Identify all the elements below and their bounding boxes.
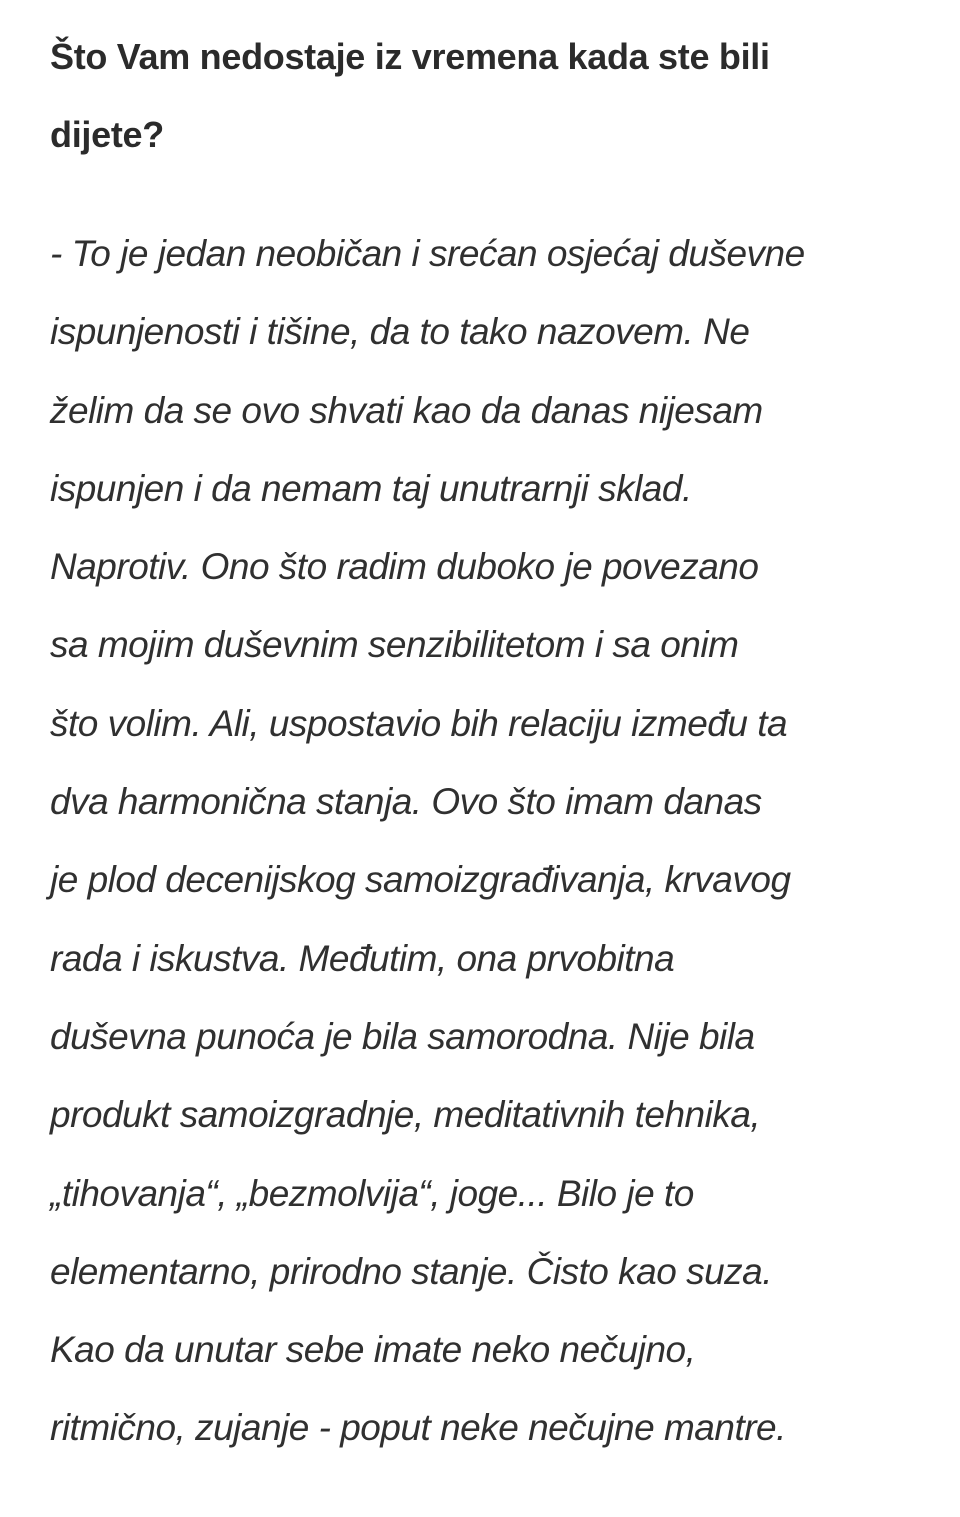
answer-line: ispunjenosti i tišine, da to tako nazovem. Ne	[50, 311, 750, 353]
interview-answer	[50, 215, 940, 1468]
answer-line: elementarno, prirodno stanje. Čisto kao suza.	[50, 1250, 773, 1292]
answer-line: - To je jedan neobičan i srećan osjećaj duševne	[50, 233, 805, 274]
answer-line: ispunjen i da nemam taj unutrarnji sklad.	[50, 467, 692, 509]
answer-line: duševna punoća je bila samorodna. Nije bila	[50, 1015, 755, 1057]
answer-line: „tihovanja“, „bezmolvija“, joge... Bilo je to	[50, 1172, 694, 1214]
question-line: Što Vam nedostaje iz vremena kada ste bili	[50, 36, 770, 77]
answer-line: što volim. Ali, uspostavio bih relaciju između ta	[50, 702, 788, 744]
answer-line: Kao da unutar sebe imate neko nečujno,	[50, 1329, 696, 1371]
article	[50, 18, 940, 1449]
answer-line: dva harmonična stanja. Ovo što imam danas	[50, 781, 762, 823]
answer-line: produkt samoizgradnje, meditativnih tehnika,	[50, 1094, 761, 1136]
answer-line: rada i iskustva. Međutim, ona prvobitna	[50, 937, 675, 979]
answer-line: je plod decenijskog samoizgrađivanja, krvavog	[50, 859, 791, 901]
interview-question	[50, 18, 940, 174]
answer-line: Naprotiv. Ono što radim duboko je povezano	[50, 546, 759, 588]
answer-line: ritmično, zujanje - poput neke nečujne mantre.	[50, 1407, 786, 1449]
answer-line: želim da se ovo shvati kao da danas nijesam	[50, 389, 763, 431]
answer-line: sa mojim duševnim senzibilitetom i sa onim	[50, 624, 739, 666]
question-line: dijete?	[50, 114, 164, 155]
